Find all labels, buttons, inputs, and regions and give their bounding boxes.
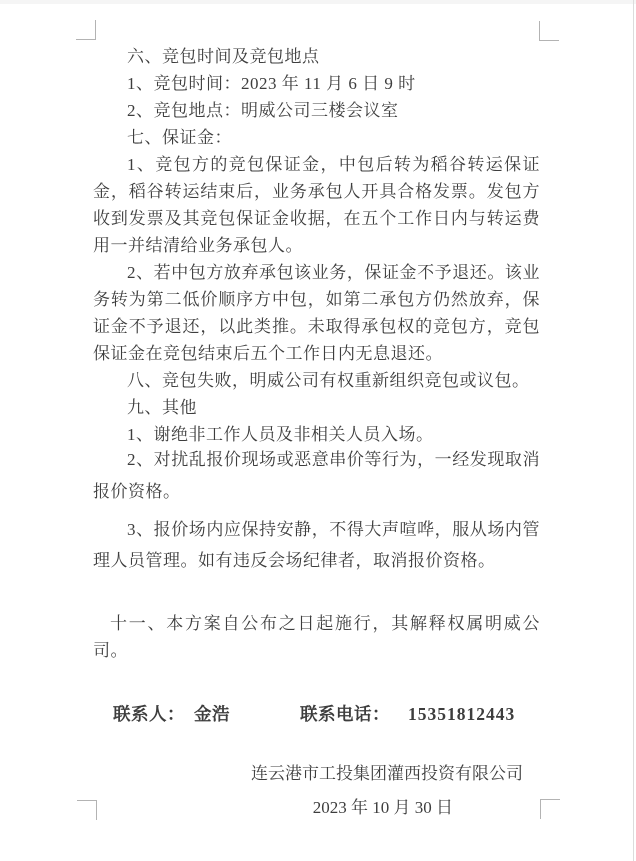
section8-paragraph: 八、竞包失败，明威公司有权重新组织竞包或议包。 — [127, 371, 530, 390]
contact-person-label: 联系人： — [113, 704, 185, 724]
section6-item1: 1、竞包时间：2023 年 11 月 6 日 9 时 — [127, 74, 416, 93]
contact-person-name: 金浩 — [194, 704, 230, 724]
section9-heading: 九、其他 — [127, 398, 197, 417]
section9-item2: 2、对扰乱报价现场或恶意串价等行为，一经发现取消报价资格。 — [93, 450, 540, 501]
section11-paragraph: 十一、本方案自公布之日起施行，其解释权属明威公司。 — [93, 614, 540, 660]
signature-company: 连云港市工投集团灌西投资有限公司 — [251, 764, 523, 783]
contact-line — [93, 701, 540, 727]
section7-heading: 七、保证金： — [127, 128, 232, 147]
contact-phone-number: 15351812443 — [408, 704, 516, 724]
section7-item1: 1、竞包方的竞包保证金，中包后转为稻谷转运保证金，稻谷转运结束后，业务承包人开具合格发票。发包方收到发票及其竞包保证金收据，在五个工作日内与转运费用一并结清给业务承包人。 — [93, 155, 540, 255]
contact-phone-label: 联系电话： — [300, 704, 390, 724]
section6-heading: 六、竞包时间及竞包地点 — [127, 47, 320, 66]
section9-item3: 3、报价场内应保持安静，不得大声喧哗，服从场内管理人员管理。如有违反会场纪律者，取消报价资格。 — [93, 520, 540, 570]
margin-crop-mark-bottom-right-icon — [540, 799, 560, 819]
section6-item2: 2、竞包地点：明威公司三楼会议室 — [127, 101, 399, 120]
section9-item1: 1、谢绝非工作人员及非相关人员入场。 — [127, 425, 434, 444]
document-body — [93, 43, 540, 820]
page-top-edge — [0, 0, 636, 4]
margin-crop-mark-top-right-icon — [539, 21, 559, 41]
margin-crop-mark-top-left-icon — [76, 20, 96, 40]
signature-date: 2023 年 10 月 30 日 — [312, 798, 453, 817]
section7-item2: 2、若中包方放弃承包该业务，保证金不予退还。该业务转为第二低价顺序方中包，如第二承包方仍然放弃，保证金不予退还，以此类推。未取得承包权的竞包方，竞包保证金在竞包结束后五个工作日内无息退还。 — [93, 263, 540, 363]
page-right-edge — [633, 0, 634, 861]
